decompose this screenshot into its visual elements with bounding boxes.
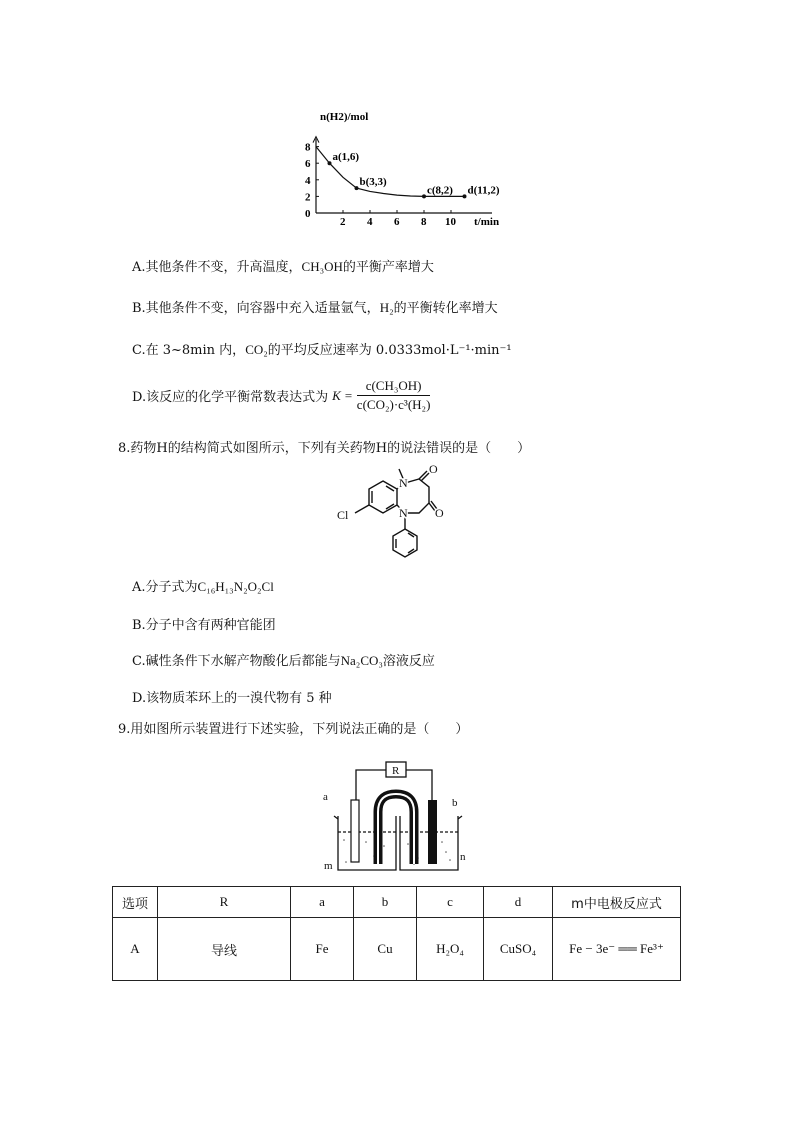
- x-tick-label: 4: [367, 216, 373, 228]
- data-point: [422, 194, 426, 198]
- y-tick-label: 0: [305, 208, 311, 220]
- data-point-label: a(1,6): [332, 151, 360, 164]
- table-header: b: [354, 887, 417, 918]
- equilibrium-constant-fraction: $\frac{\text{c(CH₃OH)}}{\text{c(CO₂)·c³(H₂)}}$: [356, 378, 431, 412]
- table-header: d: [484, 887, 553, 918]
- table-cell: H₂O₄: [417, 918, 484, 981]
- x-tick-label: 6: [394, 216, 400, 228]
- q8-option-a: A.分子式为C₁₆H₁₃N₂O₂Cl: [132, 579, 274, 595]
- drug-h-structure: [335, 455, 455, 565]
- q8-stem: 8.药物H的结构简式如图所示，下列有关药物H的说法错误的是（ ）: [118, 441, 531, 456]
- label-electrode-b: b: [452, 797, 458, 809]
- mol-oxygen-1: O: [429, 462, 438, 476]
- q7-option-a: A.其他条件不变，升高温度，CH₃OH的平衡产率增大: [132, 259, 434, 275]
- data-point-label: b(3,3): [359, 176, 387, 189]
- q8-option-c: C.碱性条件下水解产物酸化后都能与Na₂CO₃溶液反应: [132, 653, 435, 669]
- x-axis-label: t/min: [474, 216, 500, 228]
- data-point-label: d(11,2): [467, 184, 500, 197]
- label-m: m: [324, 860, 333, 872]
- x-tick-label: 10: [445, 216, 456, 228]
- table-header: a: [291, 887, 354, 918]
- q9-stem: 9.用如图所示装置进行下述实验，下列说法正确的是（ ）: [118, 722, 469, 737]
- data-point: [328, 161, 332, 165]
- mol-oxygen-2: O: [435, 506, 444, 520]
- n-h2-vs-time-chart: [300, 110, 500, 235]
- mol-chlorine: Cl: [337, 508, 349, 522]
- q8-option-b: B.分子中含有两种官能团: [132, 618, 276, 633]
- data-point-label: c(8,2): [427, 184, 453, 197]
- label-electrode-a: a: [323, 791, 328, 803]
- q7-option-c: C.在 3~8min 内，CO₂的平均反应速率为 0.0333mol·L⁻¹·min⁻¹: [132, 342, 512, 358]
- q8-option-d: D.该物质苯环上的一溴代物有 5 种: [132, 691, 332, 706]
- table-cell: A: [113, 918, 158, 981]
- q9-options-table: [112, 886, 681, 981]
- table-row: [113, 918, 681, 981]
- table-header: R: [158, 887, 291, 918]
- table-cell: 导线: [158, 918, 291, 981]
- q7-option-d: D.该反应的化学平衡常数表达式为 K = $\frac{\text{c(CH₃OH)}}{\text{c(CO₂)·c³(H₂)}}$: [132, 378, 431, 412]
- y-tick-label: 4: [305, 174, 311, 187]
- electrochemical-apparatus: [318, 752, 478, 877]
- mol-nitrogen-2: N: [399, 506, 408, 520]
- table-cell: CuSO₄: [484, 918, 553, 981]
- y-tick-label: 2: [305, 191, 311, 204]
- table-header: 选项: [113, 887, 158, 918]
- mol-nitrogen-1: N: [399, 476, 408, 490]
- y-tick-label: 6: [305, 158, 311, 171]
- table-header-row: [113, 887, 681, 918]
- y-axis-label: n(H2)/mol: [320, 111, 369, 123]
- data-point: [463, 194, 467, 198]
- label-resistor-r: R: [392, 765, 400, 777]
- table-cell: Fe: [291, 918, 354, 981]
- x-tick-label: 2: [340, 216, 346, 228]
- y-tick-label: 8: [305, 141, 311, 154]
- table-cell: Cu: [354, 918, 417, 981]
- table-cell: Fe − 3e⁻ ══ Fe³⁺: [553, 918, 681, 981]
- x-tick-label: 8: [421, 216, 427, 228]
- data-point: [355, 186, 359, 190]
- table-header: m中电极反应式: [553, 887, 681, 918]
- label-n: n: [460, 851, 466, 863]
- table-header: c: [417, 887, 484, 918]
- q7-option-b: B.其他条件不变，向容器中充入适量氩气，H₂的平衡转化率增大: [132, 300, 498, 316]
